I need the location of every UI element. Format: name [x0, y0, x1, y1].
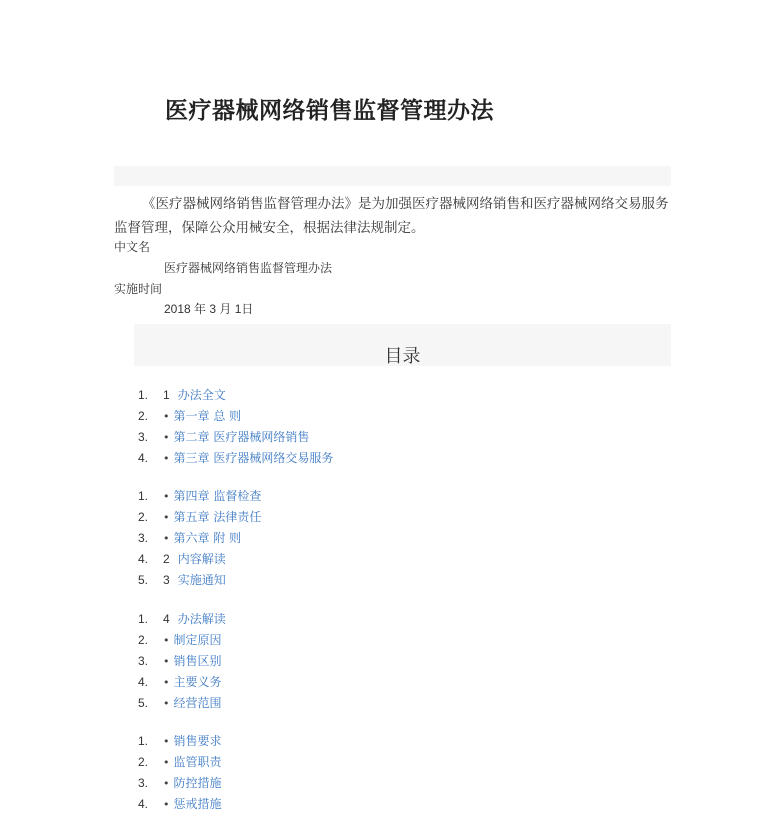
toc-item-number: 3. — [138, 654, 149, 668]
toc-item-number: 4. — [138, 451, 149, 465]
toc-link[interactable]: 办法解读 — [177, 612, 226, 626]
toc-item — [138, 693, 226, 714]
summary-band — [114, 166, 671, 186]
toc-link[interactable]: 实施通知 — [177, 573, 226, 587]
toc-section-number: 3 — [163, 573, 170, 587]
toc-link[interactable]: 销售区别 — [173, 654, 222, 668]
toc-item — [138, 507, 261, 528]
toc-item-number: 1. — [138, 388, 149, 402]
toc-item-number: 4. — [138, 675, 149, 689]
bullet-icon: • — [163, 490, 170, 503]
toc-item-number: 2. — [138, 755, 149, 769]
page-title: 医疗器械网络销售监督管理办法 — [165, 98, 494, 124]
toc-item — [138, 630, 226, 651]
toc-title: 目录 — [384, 346, 421, 367]
toc-link[interactable]: 第一章 总 则 — [173, 409, 242, 423]
toc-item — [138, 672, 226, 693]
toc-item — [138, 549, 261, 570]
toc-item — [138, 651, 226, 672]
toc-item-number: 3. — [138, 531, 149, 545]
toc-link[interactable]: 制定原因 — [173, 633, 222, 647]
toc-item — [138, 731, 222, 752]
toc-item — [138, 570, 261, 591]
toc-section-number: 2 — [163, 552, 170, 566]
chinese-name-label: 中文名 — [114, 240, 151, 254]
bullet-icon: • — [163, 777, 170, 790]
toc-item-number: 4. — [138, 797, 149, 811]
toc-item-number: 5. — [138, 573, 149, 587]
bullet-icon: • — [163, 532, 170, 545]
toc-link[interactable]: 经营范围 — [173, 696, 222, 710]
bullet-icon: • — [163, 756, 170, 769]
intro-paragraph: 《医疗器械网络销售监督管理办法》是为加强医疗器械网络销售和医疗器械网络交易服务监督管理，保障公众用械安全，根据法律法规制定。 — [114, 196, 669, 236]
toc-group-4 — [138, 731, 222, 815]
bullet-icon: • — [163, 452, 170, 465]
toc-item-number: 2. — [138, 510, 149, 524]
toc-item-number: 2. — [138, 633, 149, 647]
toc-item — [138, 752, 222, 773]
toc-link[interactable]: 第六章 附 则 — [173, 531, 242, 545]
bullet-icon: • — [163, 655, 170, 668]
toc-item-number: 5. — [138, 696, 149, 710]
bullet-icon: • — [163, 697, 170, 710]
bullet-icon: • — [163, 410, 170, 423]
toc-link[interactable]: 办法全文 — [177, 388, 226, 402]
effective-date-label: 实施时间 — [114, 282, 163, 296]
toc-link[interactable]: 第三章 医疗器械网络交易服务 — [173, 451, 334, 465]
toc-link[interactable]: 监管职责 — [173, 755, 222, 769]
bullet-icon: • — [163, 735, 170, 748]
toc-link[interactable]: 销售要求 — [173, 734, 222, 748]
toc-item — [138, 773, 222, 794]
toc-link[interactable]: 第五章 法律责任 — [173, 510, 262, 524]
toc-item — [138, 385, 333, 406]
toc-link[interactable]: 惩戒措施 — [173, 797, 222, 811]
toc-section-number: 4 — [163, 612, 170, 626]
chinese-name-value: 医疗器械网络销售监督管理办法 — [164, 261, 333, 275]
bullet-icon: • — [163, 511, 170, 524]
toc-item — [138, 486, 261, 507]
toc-item — [138, 406, 333, 427]
toc-item — [138, 794, 222, 815]
toc-group-1 — [138, 385, 333, 469]
toc-item-number: 1. — [138, 734, 149, 748]
effective-date-value: 2018 年 3 月 1日 — [164, 302, 254, 316]
toc-item-number: 1. — [138, 489, 149, 503]
toc-item-number: 4. — [138, 552, 149, 566]
toc-item-number: 2. — [138, 409, 149, 423]
toc-item-number: 1. — [138, 612, 149, 626]
toc-header — [134, 324, 671, 366]
toc-section-number: 1 — [163, 388, 170, 402]
bullet-icon: • — [163, 634, 170, 647]
toc-item — [138, 427, 333, 448]
toc-item — [138, 609, 226, 630]
toc-item — [138, 448, 333, 469]
toc-link[interactable]: 第四章 监督检查 — [173, 489, 262, 503]
toc-link[interactable]: 主要义务 — [173, 675, 222, 689]
toc-item-number: 3. — [138, 776, 149, 790]
toc-group-3 — [138, 609, 226, 714]
toc-group-2 — [138, 486, 261, 591]
bullet-icon: • — [163, 798, 170, 811]
toc-link[interactable]: 内容解读 — [177, 552, 226, 566]
toc-item-number: 3. — [138, 430, 149, 444]
toc-link[interactable]: 防控措施 — [173, 776, 222, 790]
bullet-icon: • — [163, 431, 170, 444]
bullet-icon: • — [163, 676, 170, 689]
toc-item — [138, 528, 261, 549]
toc-link[interactable]: 第二章 医疗器械网络销售 — [173, 430, 310, 444]
